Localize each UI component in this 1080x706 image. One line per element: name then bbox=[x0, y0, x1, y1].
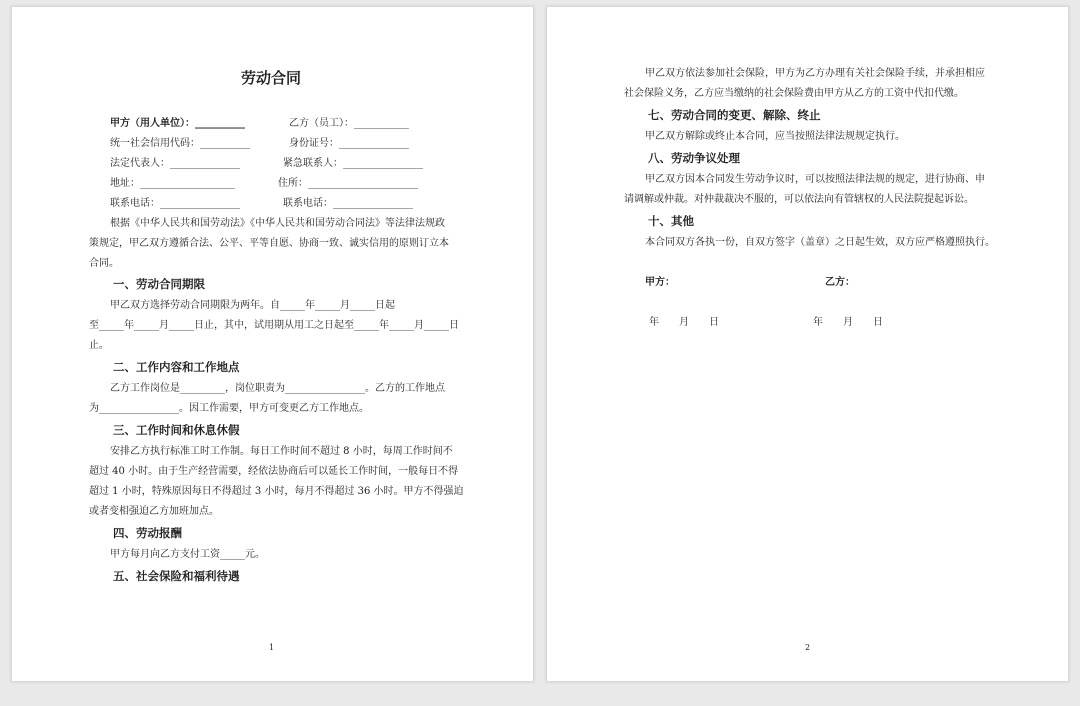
section-1-line: 至_____年_____月_____日止，其中，试用期从用工之日起至_____年_____月_____日 bbox=[89, 320, 459, 331]
intro-line: 合同。 bbox=[89, 258, 119, 269]
document-page-1 bbox=[11, 6, 534, 682]
section-2-line: 为________________。因工作需要，甲方可变更乙方工作地点。 bbox=[89, 403, 369, 414]
section-3-line: 或者变相强迫乙方加班加点。 bbox=[89, 506, 219, 517]
section-8-heading: 八、劳动争议处理 bbox=[648, 151, 740, 165]
section-1-line: 止。 bbox=[89, 340, 109, 351]
section-3-heading: 三、工作时间和休息休假 bbox=[113, 423, 240, 437]
page-number: 2 bbox=[805, 643, 811, 652]
page-number: 1 bbox=[269, 643, 275, 652]
section-3-line: 超过 40 小时。由于生产经营需要，经依法协商后可以延长工作时间，一般每日不得 bbox=[89, 466, 459, 477]
section-1-line: 甲乙双方选择劳动合同期限为两年。自_____年_____月_____日起 bbox=[110, 300, 395, 311]
section-5-line: 甲乙双方依法参加社会保险，甲方为乙方办理有关社会保险手续，并承担相应 bbox=[645, 68, 985, 79]
address-field: 地址：___________________ bbox=[110, 178, 235, 189]
legal-rep-field: 法定代表人：______________ bbox=[110, 158, 240, 169]
residence-field: 住所：______________________ bbox=[278, 178, 418, 189]
document-title: 劳动合同 bbox=[241, 69, 302, 87]
intro-line: 策规定，甲乙双方遵循合法、公平、平等自愿、协商一致、诚实信用的原则订立本 bbox=[89, 238, 449, 249]
section-2-heading: 二、工作内容和工作地点 bbox=[113, 360, 240, 374]
section-8-line: 甲乙双方因本合同发生劳动争议时，可以按照法律法规的规定，进行协商、申 bbox=[645, 174, 985, 185]
signature-date-a: 年 月 日 bbox=[649, 317, 719, 328]
signature-date-b: 年 月 日 bbox=[813, 317, 883, 328]
section-7-line: 甲乙双方解除或终止本合同，应当按照法律法规规定执行。 bbox=[645, 131, 905, 142]
party-a-field: 甲方（用人单位）：__________ bbox=[110, 118, 245, 129]
id-number-field: 身份证号：______________ bbox=[289, 138, 409, 149]
section-4-line: 甲方每月向乙方支付工资_____元。 bbox=[110, 549, 265, 560]
intro-line: 根据《中华人民共和国劳动法》《中华人民共和国劳动合同法》等法律法规政 bbox=[110, 218, 445, 229]
section-1-heading: 一、劳动合同期限 bbox=[113, 277, 205, 291]
signature-party-b: 乙方： bbox=[825, 277, 855, 288]
section-7-heading: 七、劳动合同的变更、解除、终止 bbox=[648, 108, 821, 122]
section-10-line: 本合同双方各执一份，自双方签字（盖章）之日起生效，双方应严格遵照执行。 bbox=[645, 237, 995, 248]
section-10-heading: 十、其他 bbox=[648, 214, 694, 228]
emergency-contact-field: 紧急联系人：________________ bbox=[283, 158, 423, 169]
phone-a-field: 联系电话：________________ bbox=[110, 198, 240, 209]
section-3-line: 安排乙方执行标准工时工作制。每日工作时间不超过 8 小时，每周工作时间不 bbox=[110, 446, 453, 457]
section-8-line: 请调解或仲裁。对仲裁裁决不服的，可以依法向有管辖权的人民法院提起诉讼。 bbox=[624, 194, 974, 205]
section-3-line: 超过 1 小时，特殊原因每日不得超过 3 小时，每月不得超过 36 小时。甲方不得强迫 bbox=[89, 486, 464, 497]
signature-party-a: 甲方： bbox=[645, 277, 675, 288]
section-2-line: 乙方工作岗位是_________，岗位职责为________________。乙方的工作地点 bbox=[110, 383, 445, 394]
document-page-2 bbox=[546, 6, 1069, 682]
section-4-heading: 四、劳动报酬 bbox=[113, 526, 182, 540]
section-5-heading: 五、社会保险和福利待遇 bbox=[113, 569, 240, 583]
credit-code-field: 统一社会信用代码：__________ bbox=[110, 138, 250, 149]
section-5-line: 社会保险义务，乙方应当缴纳的社会保险费由甲方从乙方的工资中代扣代缴。 bbox=[624, 88, 964, 99]
phone-b-field: 联系电话：________________ bbox=[283, 198, 413, 209]
party-b-field: 乙方（员工）：___________ bbox=[289, 118, 409, 129]
